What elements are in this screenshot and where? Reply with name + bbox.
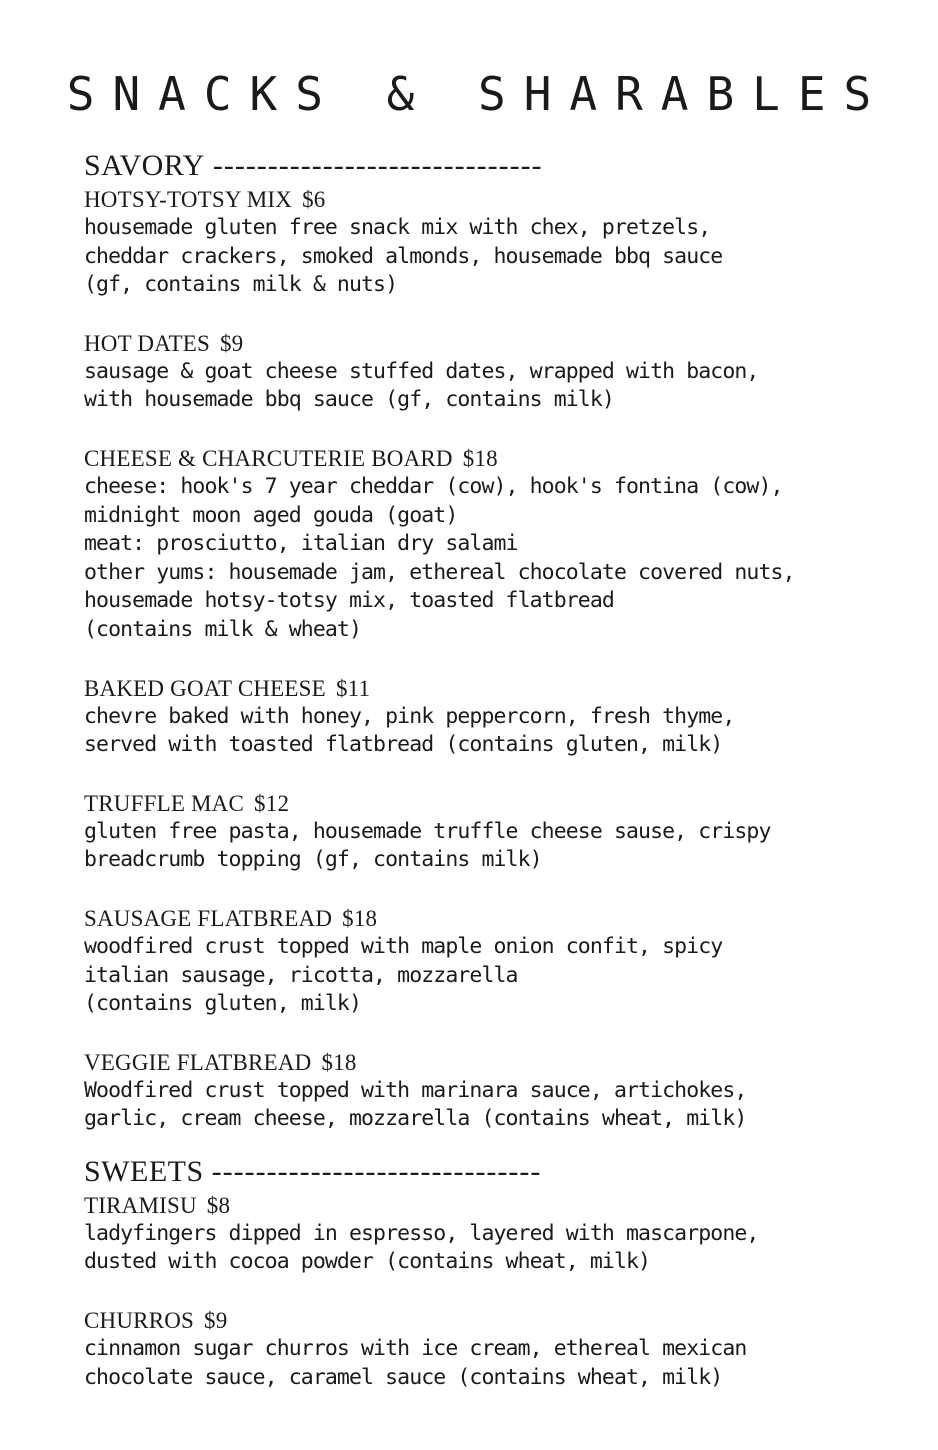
- menu-item-cheese-charcuterie-board: [84, 444, 914, 645]
- menu-item-sausage-flatbread: [84, 904, 914, 1019]
- item-name: CHEESE & CHARCUTERIE BOARD: [84, 445, 453, 471]
- menu-item-churros: [84, 1306, 914, 1392]
- section-header-savory: [84, 147, 914, 185]
- item-price: $18: [462, 445, 498, 471]
- menu-title: SNACKS & SHARABLES: [66, 67, 890, 121]
- menu-item-hotsy-totsy-mix: [84, 185, 914, 300]
- menu-item-truffle-mac: [84, 789, 914, 875]
- item-description: Woodfired crust topped with marinara sauce, artichokes, garlic, cream cheese, mozzarella (contains wheat, milk): [84, 1077, 747, 1132]
- item-name: TRUFFLE MAC: [84, 790, 245, 816]
- item-heading: [84, 904, 914, 933]
- item-name: SAUSAGE FLATBREAD: [84, 905, 333, 931]
- item-price: $9: [204, 1308, 228, 1334]
- item-name: CHURROS: [84, 1308, 195, 1334]
- section-savory: [84, 147, 914, 1134]
- item-heading: [84, 674, 914, 703]
- item-name: BAKED GOAT CHEESE: [84, 675, 326, 701]
- item-heading: [84, 444, 914, 473]
- item-price: $18: [342, 905, 378, 931]
- section-divider: ------------------------------: [212, 149, 543, 182]
- item-price: $11: [335, 675, 371, 701]
- item-description: ladyfingers dipped in espresso, layered with mascarpone, dusted with cocoa powder (contains wheat, milk): [84, 1220, 759, 1275]
- item-heading: [84, 1048, 914, 1077]
- item-heading: [84, 329, 914, 358]
- item-price: $8: [206, 1192, 231, 1218]
- item-description: cinnamon sugar churros with ice cream, ethereal mexican chocolate sauce, caramel sauce (contains wheat, milk): [84, 1336, 747, 1390]
- item-description: cheese: hook's 7 year cheddar (cow), hook's fontina (cow), midnight moon aged gouda (goat) meat: prosciutto, italian dry salami other yums: housemade jam, ethereal chocolate covered nuts, housemade hotsy-totsy mix, toasted flatbread (contains milk & wheat): [84, 473, 795, 642]
- item-description: sausage & goat cheese stuffed dates, wrapped with bacon, with housemade bbq sauce (gf, contains milk): [84, 358, 759, 413]
- item-heading: [84, 185, 914, 214]
- item-name: HOTSY-TOTSY MIX: [84, 187, 293, 212]
- item-name: TIRAMISU: [84, 1192, 197, 1218]
- section-divider: ------------------------------: [211, 1154, 542, 1188]
- menu-content: [84, 147, 914, 1421]
- item-description: chevre baked with honey, pink peppercorn, fresh thyme, served with toasted flatbread (contains gluten, milk): [84, 703, 735, 758]
- section-sweets: [84, 1153, 914, 1392]
- menu-item-tiramisu: [84, 1191, 914, 1277]
- item-name: HOT DATES: [84, 330, 210, 356]
- item-price: $6: [302, 187, 326, 212]
- section-header-sweets: [84, 1153, 914, 1191]
- menu-item-veggie-flatbread: [84, 1048, 914, 1134]
- item-heading: [84, 1306, 914, 1335]
- item-price: $18: [321, 1049, 357, 1075]
- menu-item-hot-dates: [84, 329, 914, 415]
- item-description: gluten free pasta, housemade truffle cheese sause, crispy breadcrumb topping (gf, contains milk): [84, 818, 771, 873]
- item-name: VEGGIE FLATBREAD: [84, 1049, 312, 1075]
- menu-item-baked-goat-cheese: [84, 674, 914, 760]
- item-description: woodfired crust topped with maple onion confit, spicy italian sausage, ricotta, mozzarella (contains gluten, milk): [84, 933, 723, 1017]
- item-heading: [84, 789, 914, 818]
- item-heading: [84, 1191, 914, 1220]
- item-price: $9: [219, 330, 244, 356]
- section-title: SWEETS: [84, 1154, 204, 1188]
- item-price: $12: [254, 790, 290, 816]
- section-title: SAVORY: [84, 149, 205, 182]
- item-description: housemade gluten free snack mix with chex, pretzels, cheddar crackers, smoked almonds, housemade bbq sauce (gf, contains milk & nuts): [84, 215, 723, 298]
